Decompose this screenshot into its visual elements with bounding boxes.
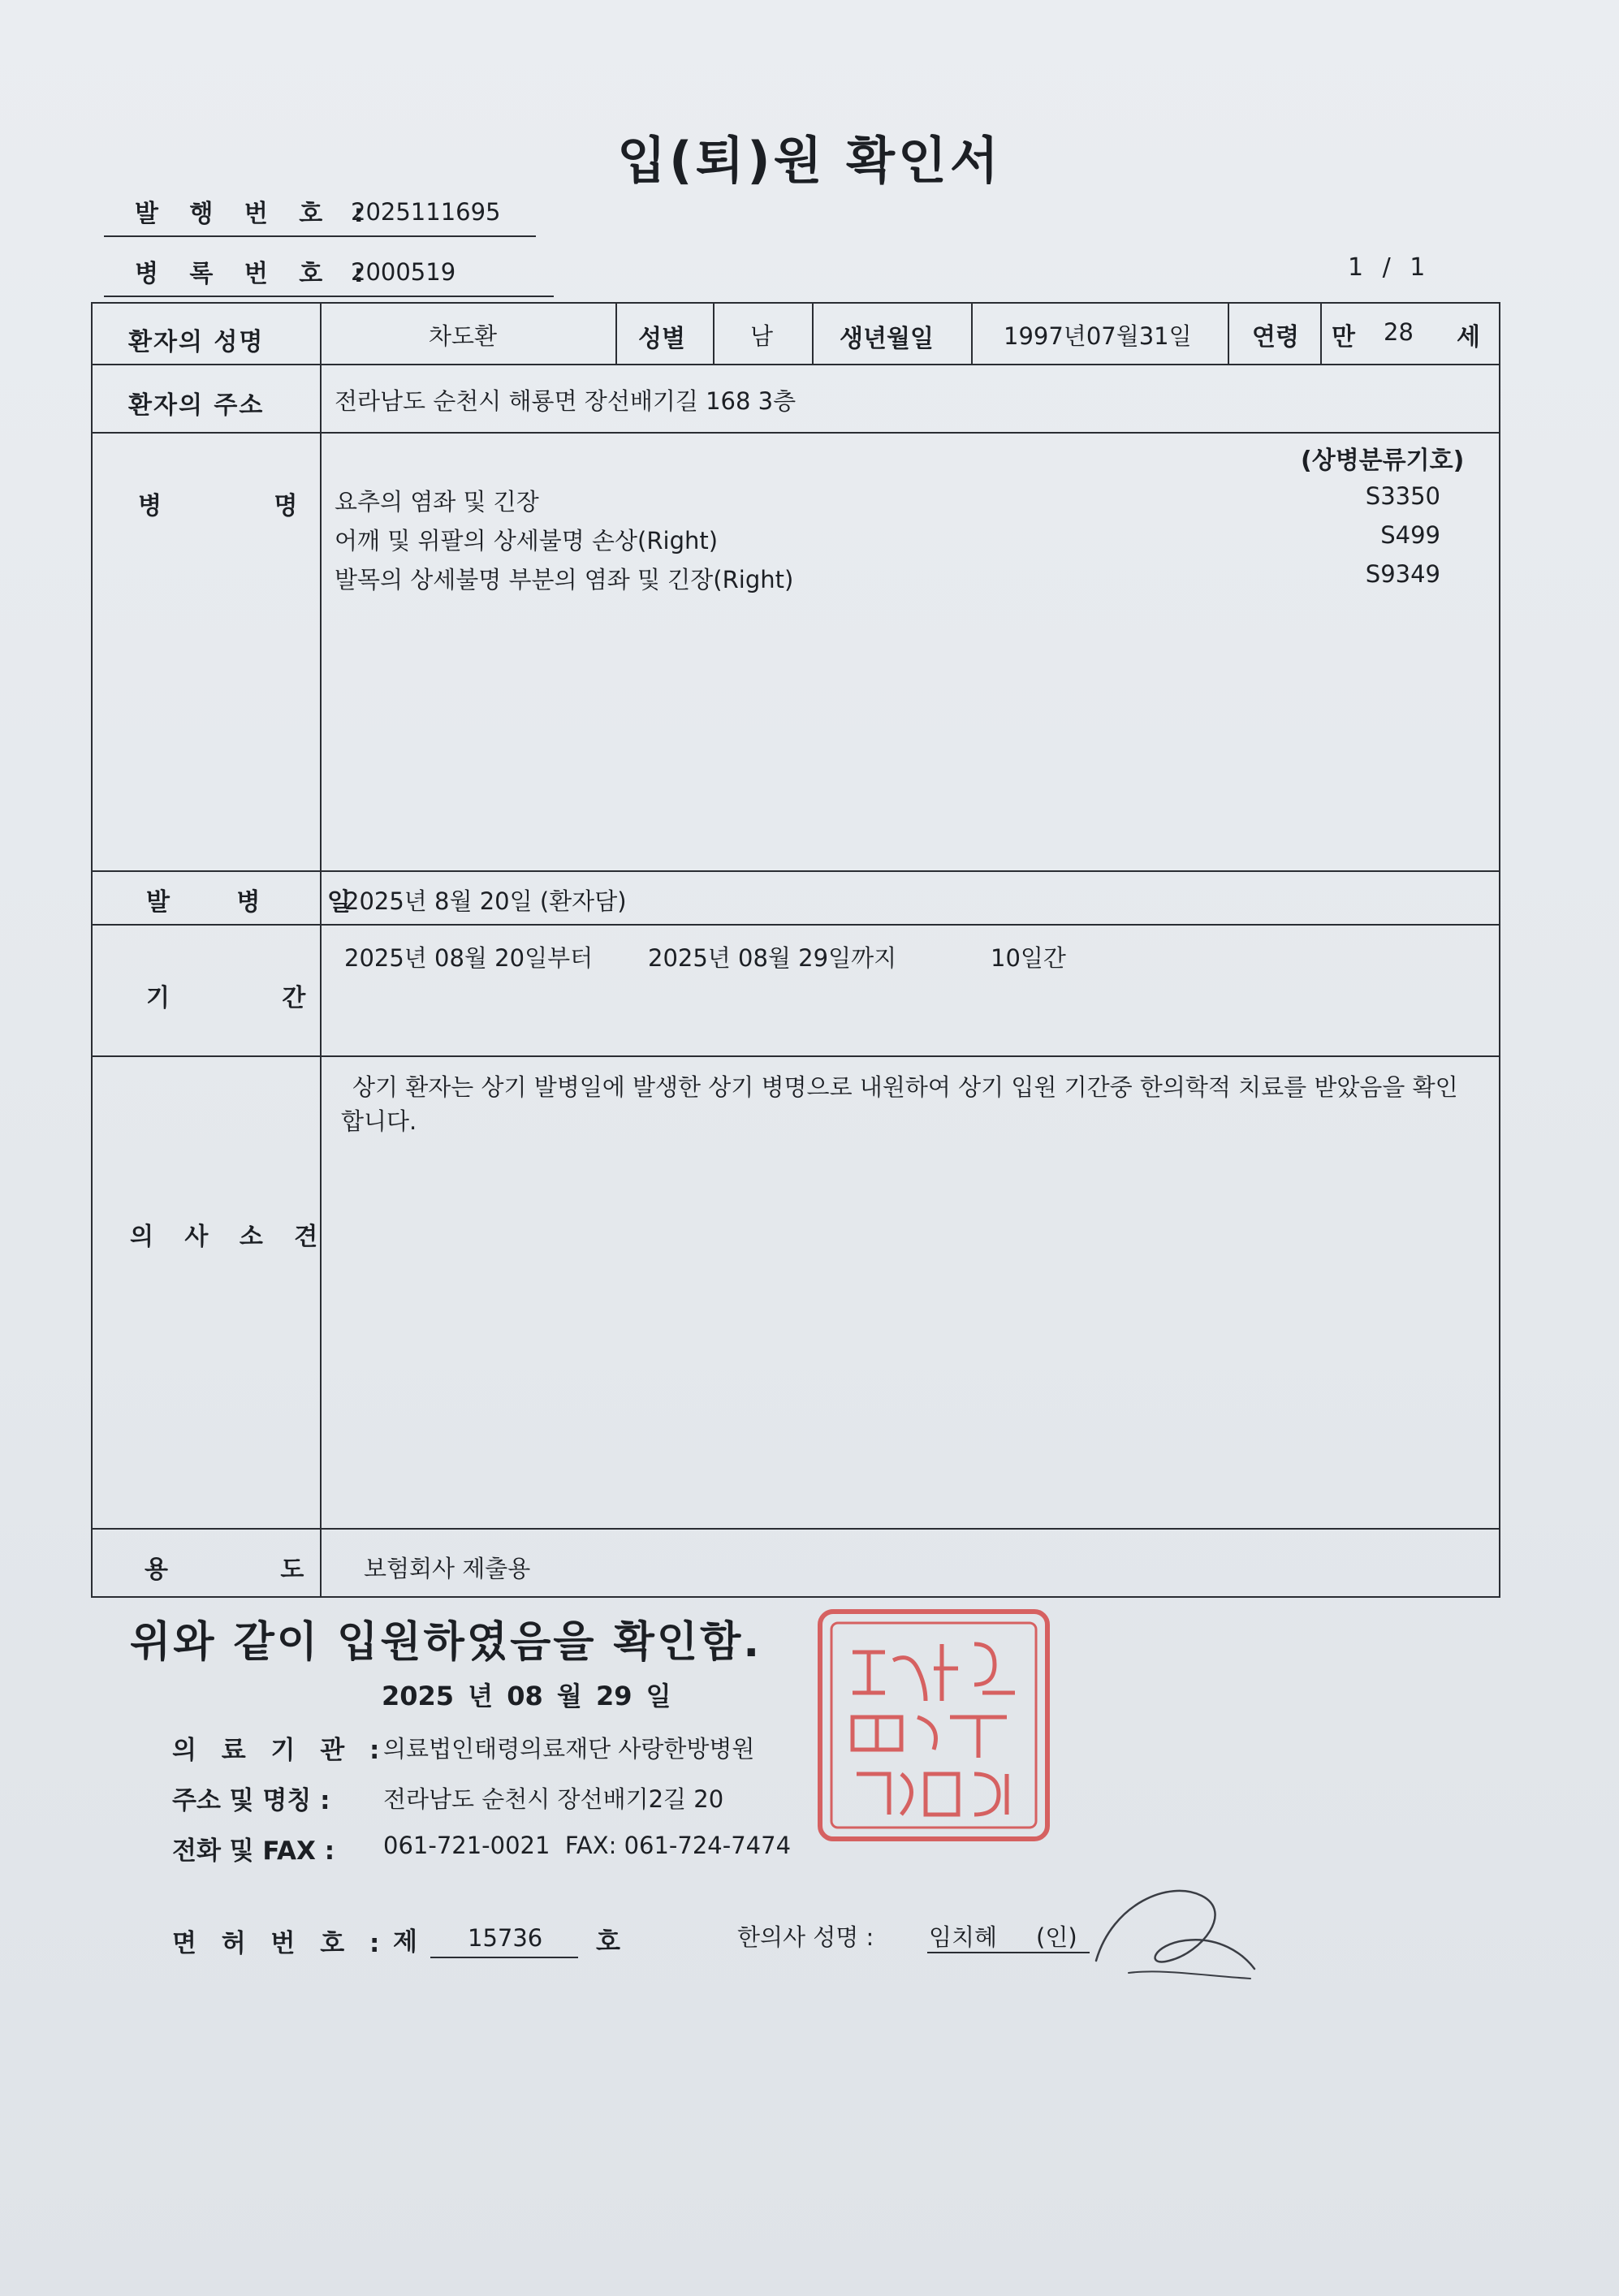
cell-divider — [971, 302, 973, 364]
patient-address: 전라남도 순천시 해룡면 장선배기길 168 3층 — [335, 387, 797, 415]
phone-fax-label: 전화 및 FAX : — [172, 1836, 335, 1866]
onset-label: 발 병 일 — [146, 888, 380, 917]
diagnosis-code-header: (상병분류기호) — [1301, 447, 1465, 475]
patient-name: 차도환 — [429, 322, 498, 350]
purpose-label: 용 도 — [145, 1556, 356, 1584]
diagnosis-label: 병 명 — [138, 492, 350, 520]
diagnosis-code: S9349 — [1365, 560, 1440, 588]
opinion-label: 의 사 소 견 — [130, 1223, 330, 1251]
doctor-signature — [1080, 1871, 1267, 1993]
record-number: 2000519 — [351, 258, 456, 286]
cell-divider — [1228, 302, 1229, 364]
doctor-label: 한의사 성명 : — [737, 1923, 874, 1951]
doctor-seal-mark: (인) — [1036, 1923, 1077, 1951]
period-from: 2025년 08월 20일부터 — [344, 944, 594, 972]
row-divider — [91, 924, 1500, 926]
cell-divider — [1320, 302, 1322, 364]
diagnosis-code: S3350 — [1365, 482, 1440, 510]
age-prefix: 만 — [1332, 323, 1355, 352]
row-divider — [91, 870, 1500, 872]
cell-divider — [812, 302, 814, 364]
row-divider — [91, 364, 1500, 365]
age-suffix: 세 — [1457, 323, 1480, 352]
institution-address: 전라남도 순천시 장선배기2길 20 — [383, 1785, 724, 1813]
license-label: 면 허 번 호 : — [172, 1929, 388, 1958]
diagnosis-item: 어깨 및 위팔의 상세불명 손상(Right) — [335, 527, 719, 555]
patient-birth: 1997년07월31일 — [1004, 322, 1192, 350]
license-prefix: 제 — [393, 1927, 417, 1957]
purpose-value: 보험회사 제출용 — [364, 1555, 531, 1582]
license-suffix: 호 — [596, 1927, 620, 1957]
hospital-seal-stamp — [812, 1603, 1056, 1847]
row-divider — [91, 432, 1500, 434]
issue-number-label: 발 행 번 호 : — [135, 200, 375, 228]
institution-name: 의료법인태령의료재단 사랑한방병원 — [383, 1735, 755, 1763]
period-days: 10일간 — [991, 944, 1066, 972]
patient-sex: 남 — [750, 322, 774, 350]
birth-label: 생년월일 — [840, 325, 934, 353]
issue-date: 2025 년 08 월 29 일 — [382, 1681, 671, 1711]
diagnosis-item: 발목의 상세불명 부분의 염좌 및 긴장(Right) — [335, 566, 794, 593]
doctor-name-underline — [927, 1952, 1090, 1953]
sex-label: 성별 — [638, 325, 685, 353]
record-number-label: 병 록 번 호 : — [135, 260, 375, 288]
license-number: 15736 — [468, 1924, 543, 1952]
institution-label: 의 료 기 관 : — [172, 1736, 388, 1765]
doctor-name: 임치혜 — [929, 1923, 998, 1951]
phone-fax: 061-721-0021 FAX: 061-724-7474 — [383, 1832, 792, 1859]
patient-name-label: 환자의 성명 — [128, 328, 265, 356]
cell-divider — [713, 302, 715, 364]
document-title: 입(퇴)원 확인서 — [617, 131, 1002, 190]
patient-address-label: 환자의 주소 — [128, 391, 265, 420]
row-divider — [91, 1528, 1500, 1530]
cell-divider — [615, 302, 617, 364]
row-divider — [91, 1055, 1500, 1057]
period-label: 기 간 — [146, 984, 358, 1012]
diagnosis-item: 요추의 염좌 및 긴장 — [335, 488, 539, 516]
diagnosis-code: S499 — [1380, 521, 1440, 549]
opinion-text: 상기 환자는 상기 발병일에 발생한 상기 병명으로 내원하여 상기 입원 기간중 한의학적 치료를 받았음을 확인합니다. — [341, 1073, 1458, 1135]
confirmation-statement: 위와 같이 입원하였음을 확인함. — [130, 1618, 762, 1667]
onset-date: 2025년 8월 20일 (환자담) — [344, 887, 627, 915]
institution-address-label: 주소 및 명칭 : — [172, 1786, 330, 1815]
issue-number-underline — [104, 235, 536, 237]
license-underline — [430, 1957, 578, 1958]
issue-number: 2025111695 — [351, 198, 501, 226]
patient-age: 28 — [1384, 318, 1414, 346]
page-count: 1 / 1 — [1348, 253, 1426, 282]
age-label: 연령 — [1252, 323, 1299, 352]
record-number-underline — [104, 296, 554, 297]
period-to: 2025년 08월 29일까지 — [648, 944, 897, 972]
